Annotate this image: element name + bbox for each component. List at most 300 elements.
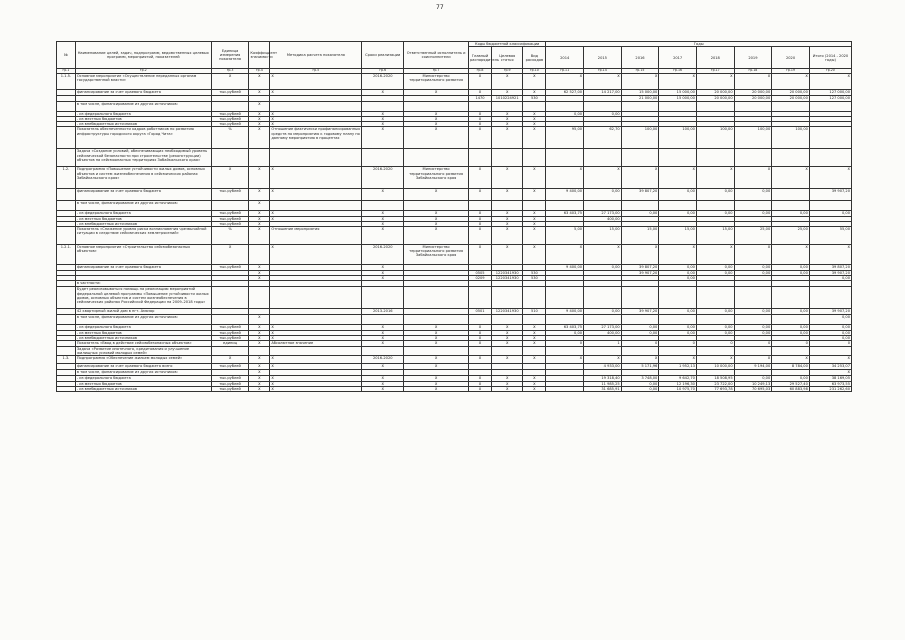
table-cell: 0,00 bbox=[659, 189, 697, 201]
table-cell: тыс.рублей bbox=[211, 386, 249, 391]
table-cell: 1220341930 bbox=[492, 309, 523, 315]
table-cell: 20 000,00 bbox=[772, 89, 810, 95]
table-cell: 1 bbox=[584, 341, 622, 347]
table-cell bbox=[57, 101, 76, 111]
table-cell: - из местных бюджетов bbox=[75, 216, 211, 221]
table-cell: Х bbox=[270, 335, 362, 340]
table-cell bbox=[523, 201, 546, 211]
table-cell: Х bbox=[404, 117, 469, 122]
table-cell bbox=[734, 315, 772, 325]
header-years-group: Годы bbox=[546, 42, 852, 47]
table-cell bbox=[211, 149, 249, 167]
table-cell: 39 907,20 bbox=[621, 309, 659, 315]
table-cell: 19 318,40 bbox=[584, 376, 622, 381]
table-cell: Х bbox=[696, 167, 734, 189]
table-cell: 21 000,00 bbox=[621, 95, 659, 101]
table-cell: 0,00 bbox=[621, 330, 659, 335]
table-cell: 127 000,00 bbox=[809, 95, 851, 101]
table-cell: 0 bbox=[734, 341, 772, 347]
table-row bbox=[57, 189, 852, 201]
col-num: гр.8 bbox=[469, 69, 492, 74]
table-cell: Х bbox=[404, 341, 469, 347]
table-cell: 0,00 bbox=[772, 330, 810, 335]
table-cell: 12 196,30 bbox=[659, 381, 697, 386]
table-row bbox=[57, 315, 852, 325]
table-cell bbox=[546, 201, 584, 211]
table-cell: 1.2. bbox=[57, 167, 76, 189]
table-cell: Х bbox=[809, 356, 851, 364]
table-cell: Х bbox=[249, 111, 270, 116]
table-cell: % bbox=[211, 127, 249, 149]
table-cell: Х bbox=[249, 325, 270, 330]
table-cell: Х bbox=[772, 245, 810, 265]
table-cell: Х bbox=[621, 73, 659, 89]
table-cell: 100,00 bbox=[659, 127, 697, 149]
table-cell: 0,00 bbox=[696, 265, 734, 271]
table-cell bbox=[523, 287, 546, 309]
table-cell: 20 000,00 bbox=[696, 95, 734, 101]
table-cell: 95,00 bbox=[546, 127, 584, 149]
table-cell: 63 973,55 bbox=[809, 381, 851, 386]
table-cell: 15,00 bbox=[621, 227, 659, 245]
table-cell: 38 169,05 bbox=[809, 376, 851, 381]
header-resp: Ответственный исполнитель и соисполнители bbox=[404, 42, 469, 69]
table-cell: Х bbox=[469, 216, 492, 221]
header-2016: 2016 bbox=[621, 47, 659, 69]
table-cell: 0,00 bbox=[809, 315, 851, 325]
col-num: гр.10 bbox=[523, 69, 546, 74]
table-cell: 25,00 bbox=[772, 227, 810, 245]
table-cell: Х bbox=[809, 167, 851, 189]
table-cell: 39 807,20 bbox=[621, 265, 659, 271]
table-cell: 62,70 bbox=[584, 127, 622, 149]
table-cell: Х bbox=[584, 356, 622, 364]
table-cell: 0,00 bbox=[621, 325, 659, 330]
table-cell: 0,00 bbox=[772, 265, 810, 271]
table-cell bbox=[772, 347, 810, 356]
table-cell: 127 000,00 bbox=[809, 89, 851, 95]
table-cell: Х bbox=[492, 341, 523, 347]
table-cell: 0 bbox=[546, 341, 584, 347]
table-cell: Х bbox=[523, 89, 546, 95]
table-cell: Х bbox=[809, 370, 851, 376]
table-cell: Х bbox=[523, 221, 546, 226]
table-cell: 15,00 bbox=[696, 227, 734, 245]
table-cell: Подпрограмма «Обеспечение жильем молодых семей» bbox=[75, 356, 211, 364]
table-cell: 1470 bbox=[469, 95, 492, 101]
table-cell: Х bbox=[249, 89, 270, 95]
table-cell bbox=[584, 101, 622, 111]
table-row bbox=[57, 347, 852, 356]
table-cell: Х bbox=[492, 122, 523, 127]
table-cell bbox=[211, 287, 249, 309]
table-cell: 231 262,60 bbox=[809, 386, 851, 391]
table-cell: Х bbox=[523, 122, 546, 127]
header-vr: Вид расходов bbox=[523, 47, 546, 69]
table-cell: 3 748,00 bbox=[621, 376, 659, 381]
table-cell: 0,00 bbox=[734, 325, 772, 330]
table-cell: Х bbox=[469, 330, 492, 335]
table-cell: Х bbox=[249, 265, 270, 271]
table-cell: Х bbox=[404, 356, 469, 364]
table-cell: 0 bbox=[696, 341, 734, 347]
table-cell: 10 975,70 bbox=[659, 386, 697, 391]
table-cell: Х bbox=[546, 167, 584, 189]
table-cell bbox=[270, 315, 362, 325]
col-num: гр.4 bbox=[249, 69, 270, 74]
table-cell: Х bbox=[362, 364, 404, 370]
table-cell: Х bbox=[492, 216, 523, 221]
table-cell: Х bbox=[492, 127, 523, 149]
table-cell: 0,00 bbox=[584, 111, 622, 116]
table-cell: Х bbox=[404, 376, 469, 381]
table-cell: Х bbox=[469, 341, 492, 347]
table-cell: 1.2.1. bbox=[57, 245, 76, 265]
table-cell: 20 000,00 bbox=[772, 95, 810, 101]
table-cell bbox=[362, 287, 404, 309]
table-row bbox=[57, 167, 852, 189]
table-row bbox=[57, 73, 852, 89]
table-cell: Х bbox=[362, 111, 404, 116]
table-row bbox=[57, 201, 852, 211]
table-cell bbox=[211, 201, 249, 211]
table-cell bbox=[772, 201, 810, 211]
table-cell: Х bbox=[469, 227, 492, 245]
table-cell: Х bbox=[249, 330, 270, 335]
table-cell: Основное мероприятие «Строительство сейсмобезопасных объектов» bbox=[75, 245, 211, 265]
table-cell bbox=[57, 189, 76, 201]
table-cell bbox=[404, 201, 469, 211]
table-cell: Х bbox=[249, 73, 270, 89]
table-cell: - из федерального бюджета bbox=[75, 111, 211, 116]
table-cell: 0 bbox=[772, 341, 810, 347]
col-num: гр.19 bbox=[772, 69, 810, 74]
table-cell: 0,00 bbox=[772, 211, 810, 216]
table-cell bbox=[696, 101, 734, 111]
table-cell: 0,00 bbox=[584, 265, 622, 271]
table-cell: Х bbox=[249, 381, 270, 386]
table-cell: 510 bbox=[523, 309, 546, 315]
table-cell: 0,00 bbox=[809, 325, 851, 330]
table-cell bbox=[659, 347, 697, 356]
table-cell: 0,00 bbox=[696, 271, 734, 276]
table-cell: Х bbox=[492, 211, 523, 216]
col-num: гр.2 bbox=[75, 69, 211, 74]
table-cell bbox=[659, 287, 697, 309]
table-cell: Х bbox=[659, 167, 697, 189]
table-cell: 20 000,00 bbox=[734, 89, 772, 95]
table-cell: Х bbox=[362, 117, 404, 122]
table-cell: 1.3. bbox=[57, 356, 76, 364]
table-cell: финансирование за счет краевого бюджета bbox=[75, 189, 211, 201]
table-cell: в том числе, финансирование из других источников: bbox=[75, 370, 211, 376]
table-cell: тыс.рублей bbox=[211, 330, 249, 335]
table-cell: 23 722,00 bbox=[696, 381, 734, 386]
table-cell bbox=[546, 315, 584, 325]
table-cell bbox=[734, 347, 772, 356]
table-cell: 39 907,20 bbox=[809, 189, 851, 201]
table-cell: Х bbox=[249, 356, 270, 364]
table-cell: 5,00 bbox=[546, 227, 584, 245]
table-cell: Х bbox=[270, 122, 362, 127]
table-cell bbox=[659, 101, 697, 111]
table-cell bbox=[734, 287, 772, 309]
table-cell: Х bbox=[523, 356, 546, 364]
table-cell: 0505 bbox=[469, 271, 492, 276]
table-cell: тыс.рублей bbox=[211, 89, 249, 95]
table-cell: Показатель «Снижение уровня риска возникновения чрезвычайной ситуации в следствие сейсмических землетрясений» bbox=[75, 227, 211, 245]
table-cell bbox=[57, 347, 76, 356]
table-cell: Х bbox=[492, 89, 523, 95]
table-cell: Х bbox=[492, 189, 523, 201]
table-cell: Х bbox=[249, 216, 270, 221]
table-cell: 1010224921 bbox=[492, 95, 523, 101]
table-cell: Х bbox=[523, 376, 546, 381]
table-cell bbox=[621, 347, 659, 356]
table-cell: Х bbox=[270, 89, 362, 95]
table-cell: Будет реализовываться помощь на реализацию мероприятий федеральной целевой программы «Повышение устойчивости жилых домов, основных объектов и систем жизнеобеспечения в сейсмических районах Российской Федерации на 2009–2018 годы» bbox=[75, 287, 211, 309]
table-cell: в том числе, финансирование из других источников: bbox=[75, 201, 211, 211]
table-cell: Х bbox=[492, 167, 523, 189]
table-cell: 0,00 bbox=[584, 309, 622, 315]
table-cell: Х bbox=[734, 356, 772, 364]
table-cell: Х bbox=[492, 111, 523, 116]
table-cell: 15,00 bbox=[659, 227, 697, 245]
table-cell: 62 527,00 bbox=[546, 89, 584, 95]
table-cell bbox=[659, 201, 697, 211]
table-cell: Х bbox=[404, 221, 469, 226]
table-cell: тыс.рублей bbox=[211, 122, 249, 127]
table-cell: Х bbox=[469, 211, 492, 216]
table-cell bbox=[469, 201, 492, 211]
table-cell: Х bbox=[469, 89, 492, 95]
table-cell: 14 217,00 bbox=[584, 89, 622, 95]
table-cell: 1.1.5. bbox=[57, 73, 76, 89]
table-cell bbox=[492, 315, 523, 325]
table-cell: 0,00 bbox=[772, 376, 810, 381]
table-cell: Х bbox=[362, 265, 404, 271]
table-cell bbox=[659, 315, 697, 325]
table-cell bbox=[492, 347, 523, 356]
table-cell bbox=[809, 287, 851, 309]
table-cell: Х bbox=[270, 330, 362, 335]
table-cell: 0209 bbox=[469, 276, 492, 281]
table-cell: Х bbox=[523, 73, 546, 89]
table-row bbox=[57, 227, 852, 245]
table-cell: 39 907,20 bbox=[809, 309, 851, 315]
table-cell: Х bbox=[270, 73, 362, 89]
table-cell: тыс.рублей bbox=[211, 265, 249, 271]
table-cell: Х bbox=[362, 335, 404, 340]
table-cell: Х bbox=[584, 245, 622, 265]
table-cell: Х bbox=[249, 189, 270, 201]
header-total: Итого (2014 - 2020 годы) bbox=[809, 47, 851, 69]
table-cell: Задача «Развитие ипотечного, кредитования и улучшение жилищных условий молодых семей» bbox=[75, 347, 211, 356]
table-cell bbox=[546, 386, 584, 391]
table-cell: Х bbox=[249, 167, 270, 189]
table-cell: тыс.рублей bbox=[211, 381, 249, 386]
table-cell: Х bbox=[404, 122, 469, 127]
table-cell: Х bbox=[404, 211, 469, 216]
table-cell bbox=[523, 315, 546, 325]
table-cell: Х bbox=[249, 117, 270, 122]
table-cell: Х bbox=[362, 325, 404, 330]
table-cell bbox=[249, 347, 270, 356]
col-num: гр.7 bbox=[404, 69, 469, 74]
table-row bbox=[57, 127, 852, 149]
table-cell bbox=[404, 287, 469, 309]
table-cell: 100,00 bbox=[621, 127, 659, 149]
table-row bbox=[57, 245, 852, 265]
table-cell: Х bbox=[523, 341, 546, 347]
table-cell: 100,00 bbox=[734, 127, 772, 149]
col-num: гр.5 bbox=[270, 69, 362, 74]
table-cell: Министерство территориального развития Забайкальского края bbox=[404, 245, 469, 265]
table-cell: Х bbox=[362, 386, 404, 391]
table-cell bbox=[57, 315, 76, 325]
table-cell: Х bbox=[249, 370, 270, 376]
table-cell: Х bbox=[772, 356, 810, 364]
table-cell bbox=[523, 347, 546, 356]
table-cell bbox=[734, 201, 772, 211]
table-cell bbox=[809, 347, 851, 356]
table-cell: Х bbox=[404, 189, 469, 201]
col-num: гр.11 bbox=[546, 69, 584, 74]
table-cell: Х bbox=[809, 245, 851, 265]
table-cell: 0,00 bbox=[659, 265, 697, 271]
table-cell: тыс.рублей bbox=[211, 216, 249, 221]
table-cell: Х bbox=[270, 189, 362, 201]
table-cell: Х bbox=[492, 330, 523, 335]
table-cell: Х bbox=[270, 325, 362, 330]
table-cell: тыс.рублей bbox=[211, 325, 249, 330]
table-cell: - из федерального бюджета bbox=[75, 376, 211, 381]
table-cell: Абсолютное значение bbox=[270, 341, 362, 347]
table-cell: 9 400,00 bbox=[546, 189, 584, 201]
table-cell: Х bbox=[809, 73, 851, 89]
table-cell bbox=[621, 101, 659, 111]
table-cell: Х bbox=[211, 167, 249, 189]
table-cell: Х bbox=[772, 167, 810, 189]
table-cell: Х bbox=[249, 364, 270, 370]
table-cell: Х bbox=[404, 227, 469, 245]
table-cell: Х bbox=[211, 245, 249, 265]
table-cell: 0,00 bbox=[734, 376, 772, 381]
table-cell: - из внебюджетных источников bbox=[75, 386, 211, 391]
table-cell bbox=[523, 149, 546, 167]
table-cell: Х bbox=[469, 167, 492, 189]
table-cell: Х bbox=[492, 356, 523, 364]
table-cell bbox=[696, 149, 734, 167]
table-cell: Отношение мероприятия bbox=[270, 227, 362, 245]
table-cell bbox=[270, 201, 362, 211]
table-cell: Х bbox=[584, 73, 622, 89]
table-cell: Х bbox=[249, 335, 270, 340]
table-cell bbox=[404, 149, 469, 167]
table-cell bbox=[211, 347, 249, 356]
table-cell: 10 249,13 bbox=[734, 381, 772, 386]
table-cell: Х bbox=[249, 211, 270, 216]
table-cell: Х bbox=[492, 221, 523, 226]
table-cell: 0,00 bbox=[809, 330, 851, 335]
table-cell: 11 985,25 bbox=[584, 381, 622, 386]
table-cell: 15,00 bbox=[584, 227, 622, 245]
table-cell: 400,00 bbox=[584, 216, 622, 221]
table-cell: 9 642,70 bbox=[659, 376, 697, 381]
table-cell bbox=[546, 347, 584, 356]
table-cell: Х bbox=[469, 189, 492, 201]
table-cell bbox=[404, 315, 469, 325]
table-cell: 100,00 bbox=[772, 127, 810, 149]
table-cell: 0,00 bbox=[734, 309, 772, 315]
table-cell: Задача «Создание условий, обеспечивающих необходимый уровень сейсмической безопасности при строительстве (реконструкции) объектов на сейсмоопасных территориях Забайкальского края» bbox=[75, 149, 211, 167]
header-method: Методика расчета показателя bbox=[270, 42, 362, 69]
table-cell: Х bbox=[270, 364, 362, 370]
col-num: гр.9 bbox=[492, 69, 523, 74]
table-cell: Х bbox=[249, 101, 270, 111]
table-cell bbox=[809, 201, 851, 211]
table-cell: 0,00 bbox=[734, 330, 772, 335]
table-cell bbox=[659, 149, 697, 167]
table-cell: 42 квартирный жилой дом в пгт. Амазар bbox=[75, 309, 211, 315]
table-cell: 0,00 bbox=[734, 189, 772, 201]
table-cell: 530 bbox=[523, 95, 546, 101]
table-cell: 27 173,00 bbox=[584, 211, 622, 216]
table-cell: Х bbox=[696, 245, 734, 265]
table-cell: 34 253,07 bbox=[809, 364, 851, 370]
table-cell: - из местных бюджетов bbox=[75, 117, 211, 122]
table-cell: Х bbox=[584, 167, 622, 189]
table-cell: Х bbox=[404, 111, 469, 116]
table-cell: 63 403,75 bbox=[546, 211, 584, 216]
table-cell: Х bbox=[270, 111, 362, 116]
table-cell: Х bbox=[621, 245, 659, 265]
table-cell: Х bbox=[469, 325, 492, 330]
table-cell bbox=[696, 287, 734, 309]
table-cell: тыс.рублей bbox=[211, 364, 249, 370]
table-cell: Х bbox=[523, 216, 546, 221]
table-cell: Х bbox=[492, 73, 523, 89]
table-cell: 31 685,91 bbox=[584, 386, 622, 391]
table-cell: 0 bbox=[809, 341, 851, 347]
table-cell: 0,00 bbox=[584, 189, 622, 201]
table-cell bbox=[772, 189, 810, 201]
table-cell: 0501 bbox=[469, 309, 492, 315]
table-cell: Х bbox=[249, 127, 270, 149]
table-cell: Х bbox=[249, 201, 270, 211]
table-cell: Х bbox=[362, 211, 404, 216]
header-2014: 2014 bbox=[546, 47, 584, 69]
table-cell bbox=[584, 315, 622, 325]
table-cell: Х bbox=[523, 117, 546, 122]
table-cell bbox=[546, 101, 584, 111]
table-cell bbox=[809, 149, 851, 167]
table-cell: тыс.рублей bbox=[211, 189, 249, 201]
header-2017: 2017 bbox=[659, 47, 697, 69]
table-cell bbox=[362, 149, 404, 167]
col-num: гр.20 bbox=[809, 69, 851, 74]
table-cell: Х bbox=[362, 276, 404, 281]
table-cell: 0,00 bbox=[659, 211, 697, 216]
table-cell: Х bbox=[492, 386, 523, 391]
table-cell: Основное мероприятие «Осуществление переданных органам государственной власти» bbox=[75, 73, 211, 89]
table-cell: Х bbox=[362, 227, 404, 245]
table-cell bbox=[523, 101, 546, 111]
table-cell: Х bbox=[523, 381, 546, 386]
table-cell: 5 171,96 bbox=[621, 364, 659, 370]
table-cell: Х bbox=[469, 386, 492, 391]
table-cell: Х bbox=[523, 325, 546, 330]
